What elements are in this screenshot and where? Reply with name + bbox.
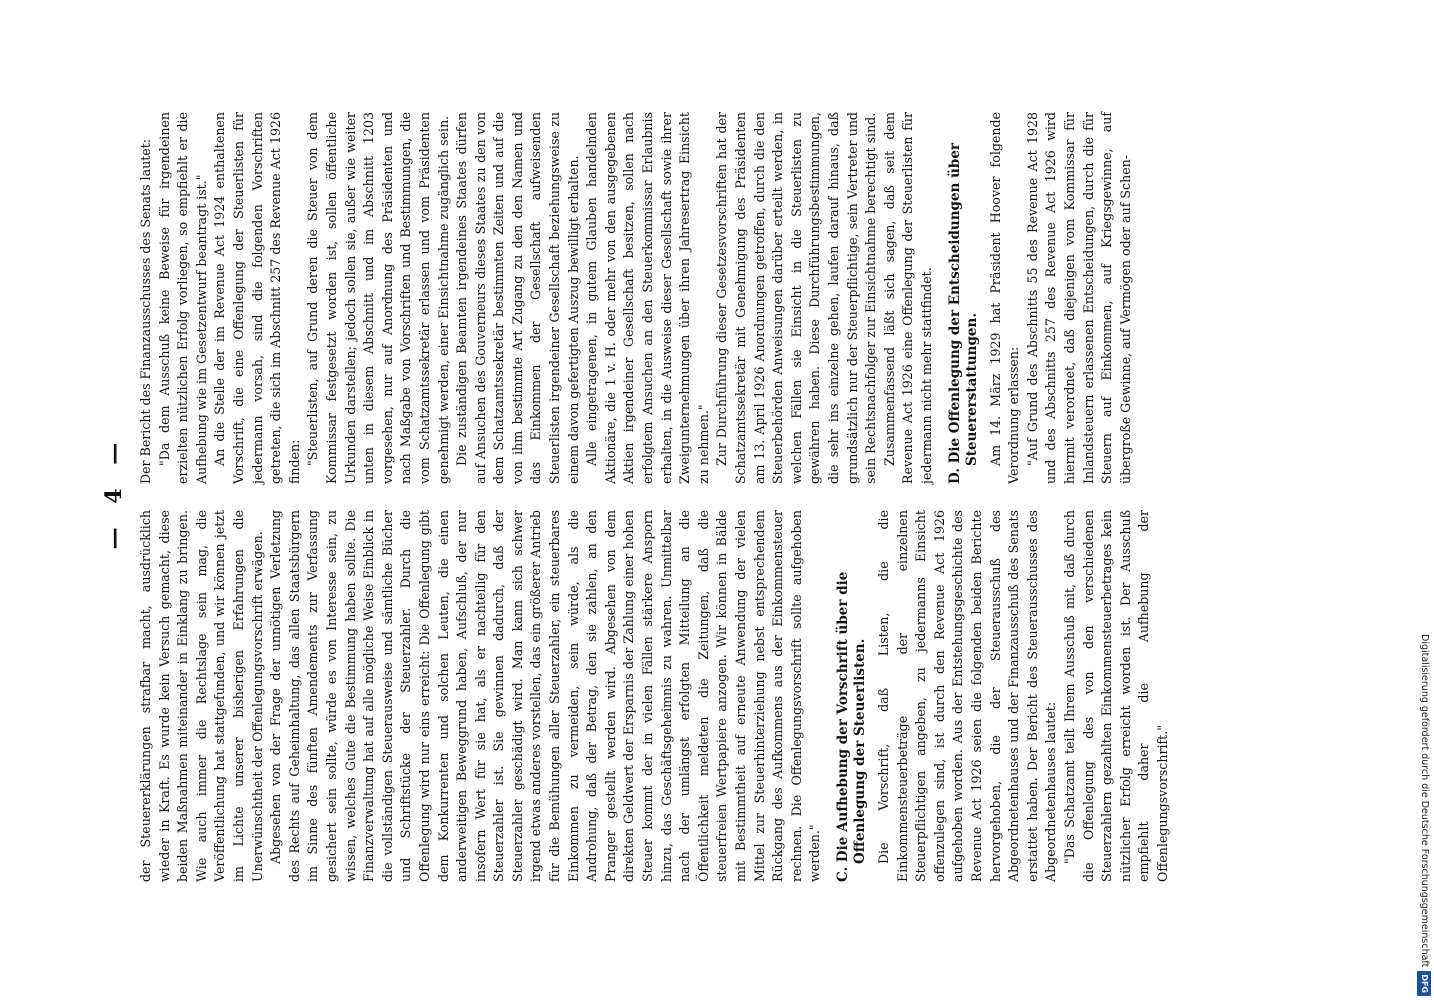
paragraph: Zusammenfassend läßt sich sagen, daß seit dem Revenue Act 1926 eine Offenlegung der Steuerlisten für jedermann nicht mehr stattfindet. [881,112,934,484]
paragraph: Der Bericht des Finanzausschusses des Senats lautet: [138,138,153,484]
page-number: — 4 — [101,434,127,550]
left-column [137,510,1172,882]
paragraph: Am 14. März 1929 hat Präsident Hoover folgende Verordnung erlassen: [987,112,1022,484]
section-heading-c: C. Die Aufhebung der Vorschrift über die Offenlegung der Steuerlisten. [834,571,868,882]
digitization-credit: Digitalisierung gefördert durch die Deutsche Forschungsgemeinschaft [1419,634,1430,968]
paragraph: An die Stelle der im Revenue Act 1924 enthaltenen Vorschrift, die eine Offenlegung der Steuerlisten für jedermann vorsah, sind die folgenden Vorschriften getreten, die sich im Abschnitt 257 des Revenue Act 1926 finden: [212,112,302,484]
section-heading-d: D. Die Offenlegung der Entscheidungen über Steuererstattungen. [946,142,980,484]
paragraph: Zur Durchführung dieser Gesetzesvorschriften hat der Schatzamtssekretär mit Genehmigung des Präsidenten am 13. April 1926 Anordnungen getroffen, durch die den Steuerbehörden Anweisungen darüber erteilt werden, in welchen Fällen sie Einsicht in die Steuerlisten zu gewähren haben. Diese Durchführungsbestimmungen, die sehr ins einzelne gehen, laufen darauf hinaus, daß grundsätzlich nur der Steuerpflichtige, sein Vertreter und sein Rechtsnachfolger zur Einsichtnahme berechtigt sind. [714,112,879,484]
paragraph: Die zuständigen Beamten irgendeines Staates dürfen auf Ansuchen des Gouverneurs dieses Staates zu den von dem Schatzamtssekretär bestimmten Zeiten und auf die von ihm bestimmte Art Zugang zu den den Namen und das Einkommen der Gesellschaft aufweisenden Steuerlisten irgendeiner Gesellschaft beziehungsweise zu einem davon gefertigten Auszug bewilligt erhalten. [454,112,581,484]
paragraph: "Auf Grund des Abschnitts 55 des Revenue Act 1928 und des Abschnitts 257 des Revenue Act 1926 wird hiermit verordnet, daß diejenigen vom Kommissar für Inlandsteuern erlassenen Entscheidungen, durch die für Steuern auf Einkommen, auf Kriegsgewinne, auf übergroße Gewinne, auf Vermögen oder auf Schen- [1024,112,1133,484]
digitization-credit-bar [1416,6,1432,996]
dfg-logo: DFG [1417,971,1431,996]
paragraph: Die Vorschrift, daß Listen, die die Einkommensteuerbeträge der einzelnen Steuerpflichtigen angeben, zu jedermanns Einsicht offenzulegen sind, ist durch den Revenue Act 1926 aufgehoben worden. Aus der Entstehungsgeschichte des Revenue Act 1926 seien die folgenden beiden Berichte hervorgehoben, die der Steuerausschuß des Abgeordnetenhauses und der Finanzausschuß des Senats erstattet haben. Der Bericht des Steuerausschusses des Abgeordnetenhauses lautet: [875,510,1059,882]
paragraph: "Da dem Ausschuß keine Beweise für irgendeinen erzielten nützlichen Erfolg vorliegen, so empfiehlt er die Aufhebung wie im Gesetzentwurf beantragt ist." [156,112,209,484]
paragraph: "Steuerlisten, auf Grund deren die Steuer von dem Kommissar festgesetzt worden ist, sollen öffentliche Urkunden darstellen; jedoch sollen sie, außer wie weiter unten in diesem Abschnitt und im Abschnitt 1203 vorgesehen, nur auf Anordnung des Präsidenten und nach Maßgabe von Vorschriften und Bestimmungen, die vom Schatzamtssekretär erlassen und vom Präsidenten genehmigt werden, einer Einsichtnahme zugänglich sein. [305,112,451,484]
page-content [97,112,1267,882]
paragraph: der Steuererklärungen strafbar macht, ausdrücklich wieder in Kraft. Es wurde kein Versuch gemacht, diese beiden Maßnahmen miteinander in Einklang zu bringen. Wie auch immer die Rechtslage sein mag, die Veröffentlichung hat stattgefunden, und wir können jetzt im Lichte unserer bisherigen Erfahrungen die Unerwünschtheit der Offenlegungsvorschrift erwägen. [138,510,265,882]
paragraph: Alle eingetragenen, in gutem Glauben handelnden Aktionäre, die 1 v. H. oder mehr von den ausgegebenen Aktien irgendeiner Gesellschaft besitzen, sollen nach erfolgtem Ansuchen an den Steuerkommissar Erlaubnis erhalten, in die Ausweise dieser Gesellschaft sowie ihrer Zweigunternehmungen über ihren Jahresertrag Einsicht zu nehmen." [584,112,711,484]
paragraph: Abgesehen von der Frage der unnötigen Verletzung des Rechts auf Geheimhaltung, das allen Staatsbürgern im Sinne des fünften Amendements zur Verfassung gesichert sein sollte, würde es von Interesse sein, zu wissen, welches Gute die Bestimmung haben sollte. Die Finanzverwaltung hat auf alle mögliche Weise Einblick in die vollständigen Steuerausweise und sämtliche Bücher und Schriftstücke der Steuerzahler. Durch die Offenlegung wird nur eins erreicht: Die Offenlegung gibt dem Konkurrenten und solchen Leuten, die einen anderweitigen Beweggrund haben, Aufschluß, der nur insofern Wert für sie hat, als er nachteilig für den Steuerzahler ist. Sie gewinnen dadurch, daß der Steuerzahler geschädigt wird. Man kann sich schwer irgend etwas anderes vorstellen, das ein größerer Antrieb für die Bemühungen aller Steuerzahler, ein steuerbares Einkommen zu vermeiden, sein würde, als die Androhung, daß der Betrag, den sie zahlen, an den Pranger gestellt werden wird. Abgesehen von dem direkten Geldwert der Ersparnis der Zahlung einer hohen Steuer kommt der in vielen Fällen stärkere Ansporn hinzu, das Geschäftsgeheimnis zu wahren. Unmittelbar nach der umlängst erfolgten Mitteilung an die Öffentlichkeit meldeten die Zeitungen, daß die steuerfreien Wertpapiere anzogen. Wir können in Bälde mit Bestimmtheit auf erneute Anwendung der vielen Mittel zur Steuerhinterziehung nebst entsprechendem Rückgang des Aufkommens aus der Einkommensteuer rechnen. Die Offenlegungsvorschrift sollte aufgehoben werden." [268,510,823,882]
right-column [137,112,1135,484]
paragraph: "Das Schatzamt teilt Ihrem Ausschuß mit, daß durch die Offenlegung des von den verschiedenen Steuerzahlern gezahlten Einkommensteuerbetrages kein nützlicher Erfolg erreicht worden ist. Der Ausschuß empfiehlt daher die Aufhebung der Offenlegungsvorschrift." [1061,510,1170,882]
